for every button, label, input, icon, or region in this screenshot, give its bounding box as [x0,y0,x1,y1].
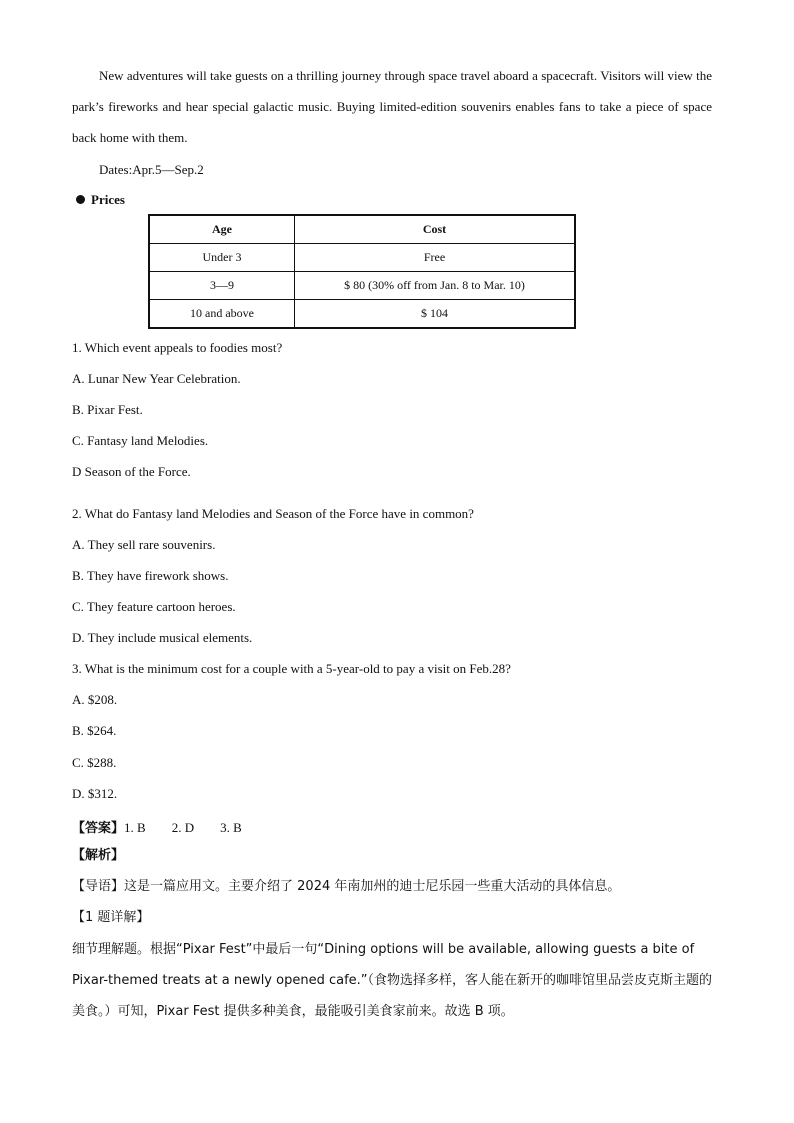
question-2-option-a: A. They sell rare souvenirs. [72,537,216,552]
passage-paragraph: New adventures will take guests on a thrilling journey through space travel aboard a spacecraft. Visitors will view the park’s fireworks and hear special galactic music. Buying limited-edition souvenirs enables fans to take a piece of space back home with them. [72,68,712,145]
age-cell: Under 3 [149,244,295,272]
table-row [149,244,575,272]
q1-detail-text: 细节理解题。根据“Pixar Fest”中最后一句“Dining options will be available, allowing guests a bite of Pixar-themed treats at a newly opened cafe.”（食物选择多样，客人能在新开的咖啡馆里品尝皮克斯主题的美食。）可知，Pixar Fest 提供多种美食，最能吸引美食家前来。故选 B 项。 [72,942,713,1019]
question-1-option-d: D Season of the Force. [72,464,191,479]
bullet-icon [76,195,85,204]
age-cell: 10 and above [149,300,295,329]
question-2-option-c: C. They feature cartoon heroes. [72,599,236,614]
analysis-label: 【解析】 [72,848,125,863]
question-2-option-b: B. They have firework shows. [72,568,229,583]
table-row [149,300,575,329]
intro-text: 这是一篇应用文。主要介绍了 2024 年南加州的迪士尼乐园一些重大活动的具体信息。 [124,879,621,894]
answer-item: 3. B [220,820,242,835]
prices-table [148,214,576,329]
cost-cell: $ 80 (30% off from Jan. 8 to Mar. 10) [295,272,576,300]
column-header-age: Age [149,215,295,244]
question-2-stem: 2. What do Fantasy land Melodies and Season of the Force have in common? [72,506,474,521]
question-2-option-d: D. They include musical elements. [72,630,253,645]
age-cell: 3—9 [149,272,295,300]
question-3-option-c: C. $288. [72,755,117,770]
prices-heading: Prices [76,192,125,208]
answer-label: 【答案】 [72,821,125,836]
question-3-option-d: D. $312. [72,786,118,801]
question-1-option-c: C. Fantasy land Melodies. [72,433,209,448]
question-1-stem: 1. Which event appeals to foodies most? [72,340,283,355]
table-row [149,272,575,300]
answer-item: 2. D [171,820,195,835]
table-header-row [149,215,575,244]
intro-line [72,879,620,895]
question-3-stem: 3. What is the minimum cost for a couple with a 5-year-old to pay a visit on Feb.28? [72,661,511,676]
column-header-cost: Cost [295,215,576,244]
event-dates: Dates:Apr.5—Sep.2 [99,162,204,177]
question-3-option-b: B. $264. [72,723,117,738]
cost-cell: Free [295,244,576,272]
cost-cell: $ 104 [295,300,576,329]
question-1-option-b: B. Pixar Fest. [72,402,143,417]
question-3-option-a: A. $208. [72,692,118,707]
answer-line [72,817,242,836]
answer-item: 1. B [124,820,146,835]
question-1-option-a: A. Lunar New Year Celebration. [72,371,241,386]
q1-detail-label: 【1 题详解】 [72,910,150,925]
intro-label: 【导语】 [72,879,125,894]
